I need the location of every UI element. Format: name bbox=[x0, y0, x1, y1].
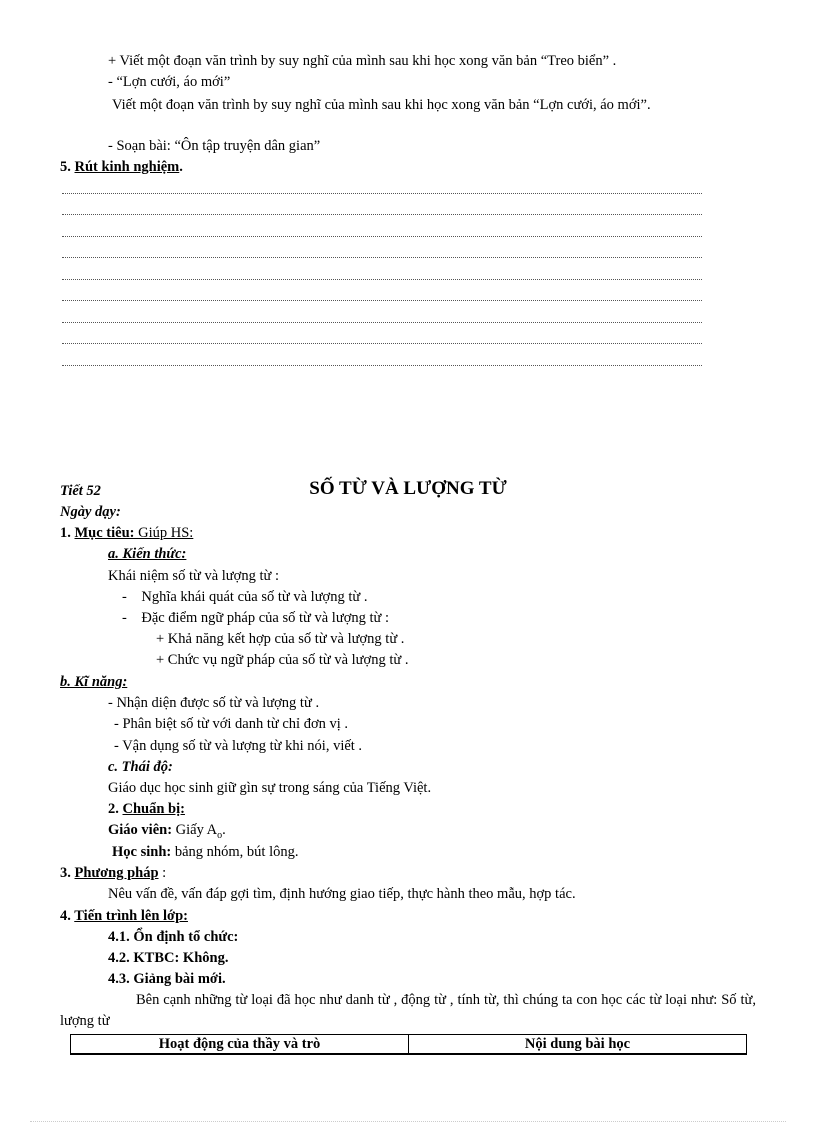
methods-colon: : bbox=[158, 865, 167, 881]
knowledge-item-text: Nghĩa khái quát của số từ và lượng từ . bbox=[141, 589, 368, 605]
methods-heading bbox=[60, 864, 166, 882]
dotted-line bbox=[62, 256, 702, 258]
homework-line-4: - Soạn bài: “Ôn tập truyện dân gian” bbox=[108, 138, 321, 154]
student-text: bảng nhóm, bút lông. bbox=[171, 844, 299, 860]
dotted-line bbox=[62, 235, 702, 237]
section-5-heading bbox=[60, 158, 183, 176]
procedure-number: 4. bbox=[60, 908, 71, 924]
objectives-heading bbox=[60, 524, 193, 542]
procedure-label: Tiến trình lên lớp: bbox=[74, 908, 188, 924]
procedure-intro-text: Bên cạnh những từ loại đã học như danh từ , động từ , tính từ, thì chúng ta con học các từ loại như: Số từ, lượng từ bbox=[60, 992, 756, 1029]
teacher-end: . bbox=[222, 822, 226, 838]
teacher-materials bbox=[108, 821, 226, 845]
teacher-text: Giấy A bbox=[172, 822, 218, 838]
student-materials bbox=[112, 843, 299, 861]
page-bottom-divider bbox=[30, 1121, 786, 1122]
knowledge-heading: a. Kiến thức: bbox=[108, 546, 187, 562]
table-header-row bbox=[71, 1035, 747, 1055]
table-header-content: Nội dung bài học bbox=[409, 1035, 747, 1055]
dotted-line bbox=[62, 192, 702, 194]
dotted-line bbox=[62, 278, 702, 280]
knowledge-item: - Đặc điểm ngữ pháp của số từ và lượng từ : bbox=[122, 610, 390, 626]
section-5-period: . bbox=[179, 159, 183, 175]
lesson-title: SỐ TỪ VÀ LƯỢNG TỪ bbox=[309, 478, 507, 499]
objectives-label: Mục tiêu: bbox=[74, 525, 135, 541]
teaching-date-label: Ngày dạy: bbox=[60, 504, 121, 520]
teacher-subscript: o bbox=[217, 829, 223, 841]
lesson-number: Tiết 52 bbox=[60, 483, 101, 499]
attitude-label: c. Thái độ: bbox=[108, 759, 173, 775]
attitude-text: Giáo dục học sinh giữ gìn sự trong sáng của Tiếng Việt. bbox=[108, 780, 432, 796]
student-label: Học sinh: bbox=[112, 844, 172, 860]
preparation-label: Chuẩn bị: bbox=[122, 801, 185, 817]
procedure-step-3: 4.3. Giảng bài mới. bbox=[108, 971, 226, 987]
knowledge-subitem: + Chức vụ ngữ pháp của số từ và lượng từ . bbox=[156, 652, 409, 668]
knowledge-item: - Nghĩa khái quát của số từ và lượng từ . bbox=[122, 589, 368, 605]
preparation-number: 2. bbox=[108, 801, 119, 817]
methods-number: 3. bbox=[60, 865, 71, 881]
methods-label: Phương pháp bbox=[74, 865, 159, 881]
skills-item: - Vận dụng số từ và lượng từ khi nói, viết . bbox=[114, 738, 363, 754]
section-5-title: Rút kinh nghiệm bbox=[74, 159, 180, 175]
homework-line-3: Viết một đoạn văn trình by suy nghĩ của mình sau khi học xong văn bản “Lợn cưới, áo mới”. bbox=[112, 97, 651, 113]
homework-line-1: + Viết một đoạn văn trình by suy nghĩ của mình sau khi học xong văn bản “Treo biển” . bbox=[108, 53, 617, 69]
objectives-number: 1. bbox=[60, 525, 71, 541]
dotted-line bbox=[62, 364, 702, 366]
knowledge-subitem: + Khả năng kết hợp của số từ và lượng từ . bbox=[156, 631, 405, 647]
attitude-heading bbox=[108, 758, 173, 776]
dotted-line bbox=[62, 321, 702, 323]
methods-text: Nêu vấn đề, vấn đáp gợi tìm, định hướng giao tiếp, thực hành theo mẫu, hợp tác. bbox=[108, 886, 576, 902]
dotted-line bbox=[62, 213, 702, 215]
preparation-heading bbox=[108, 800, 185, 818]
objectives-intro: Giúp HS: bbox=[134, 525, 194, 541]
section-5-number: 5. bbox=[60, 159, 71, 175]
knowledge-intro: Khái niệm số từ và lượng từ : bbox=[108, 568, 279, 584]
dotted-line bbox=[62, 342, 702, 344]
procedure-heading bbox=[60, 907, 188, 925]
dotted-line bbox=[62, 299, 702, 301]
procedure-step-2: 4.2. KTBC: Không. bbox=[108, 950, 229, 966]
lesson-table bbox=[70, 1034, 747, 1055]
knowledge-item-text: Đặc điểm ngữ pháp của số từ và lượng từ : bbox=[141, 610, 390, 626]
homework-line-2: - “Lợn cưới, áo mới” bbox=[108, 74, 231, 90]
teacher-label: Giáo viên: bbox=[108, 822, 173, 838]
procedure-step-1: 4.1. Ổn định tổ chức: bbox=[108, 929, 239, 945]
skills-heading: b. Kĩ năng: bbox=[60, 674, 128, 690]
skills-item: - Nhận diện được số từ và lượng từ . bbox=[108, 695, 320, 711]
skills-item: - Phân biệt số từ với danh từ chỉ đơn vị . bbox=[114, 716, 349, 732]
table-header-activities: Hoạt động của thầy và trò bbox=[71, 1035, 409, 1055]
